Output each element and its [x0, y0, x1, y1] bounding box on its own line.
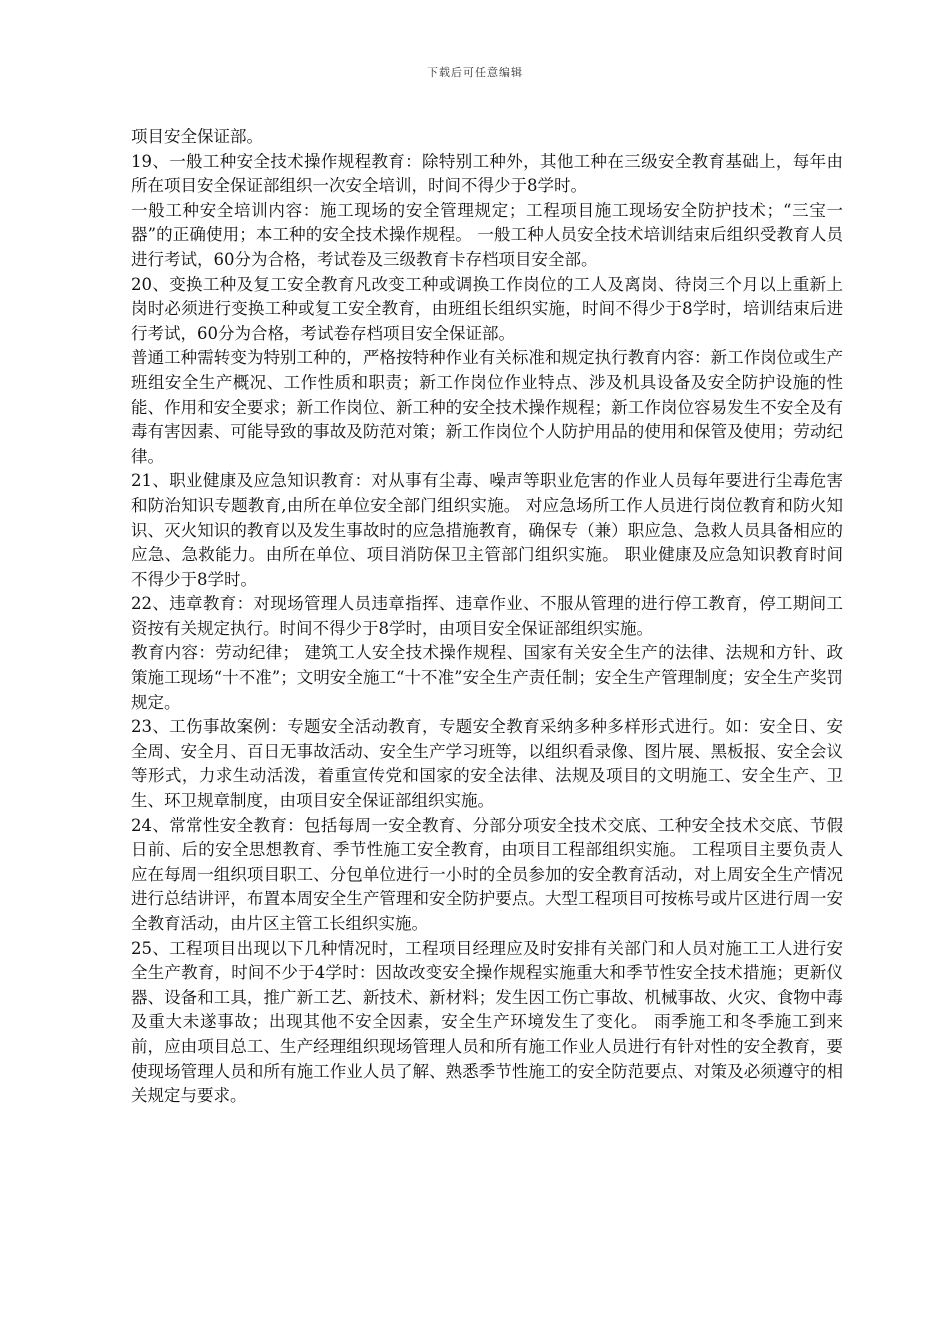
paragraph: 一般工种安全培训内容：施工现场的安全管理规定；工程项目施工现场安全防护技术；“三宝一器”的正确使用；本工种的安全技术操作规程。 一般工种人员安全技术培训结束后组织受教育人员进行考试，60分为合格，考试卷及三级教育卡存档项目安全部。 — [131, 200, 843, 269]
paragraph: 24、常常性安全教育：包括每周一安全教育、分部分项安全技术交底、工种安全技术交底、节假日前、后的安全思想教育、季节性施工安全教育，由项目工程部组织实施。 工程项目主要负责人应在每周一组织项目职工、分包单位进行一小时的全员参加的安全教育活动，对上周安全生产情况进行总结讲评，布置本周安全生产管理和安全防护要点。大型工程项目可按栋号或片区进行周一安全教育活动，由片区主管工长组织实施。 — [131, 815, 843, 933]
paragraph: 23、工伤事故案例：专题安全活动教育，专题安全教育采纳多种多样形式进行。如：安全日、安全周、安全月、百日无事故活动、安全生产学习班等，以组织看录像、图片展、黑板报、安全会议等形式，力求生动活泼，着重宣传党和国家的安全法律、法规及项目的文明施工、安全生产、卫生、环卫规章制度，由项目安全保证部组织实施。 — [131, 717, 843, 811]
paragraph: 普通工种需转变为特别工种的，严格按特种作业有关标准和规定执行教育内容：新工作岗位或生产班组安全生产概况、工作性质和职责；新工作岗位作业特点、涉及机具设备及安全防护设施的性能、作用和安全要求；新工作岗位、新工种的安全技术操作规程；新工作岗位容易发生不安全及有毒有害因素、可能导致的事故及防范对策；新工作岗位个人防护用品的使用和保管及使用；劳动纪律。 — [131, 348, 843, 466]
paragraph: 项目安全保证部。 — [131, 127, 263, 146]
paragraph: 20、变换工种及复工安全教育凡改变工种或调换工作岗位的工人及离岗、待岗三个月以上重新上岗时必须进行变换工种或复工安全教育，由班组长组织实施，时间不得少于8学时，培训结束后进行考试，60分为合格，考试卷存档项目安全保证部。 — [131, 274, 843, 343]
paragraph: 19、一般工种安全技术操作规程教育：除特别工种外，其他工种在三级安全教育基础上，每年由所在项目安全保证部组织一次安全培训，时间不得少于8学时。 — [131, 151, 843, 196]
page-header: 下载后可任意编辑 — [427, 66, 523, 79]
paragraph: 22、违章教育：对现场管理人员违章指挥、违章作业、不服从管理的进行停工教育，停工期间工资按有关规定执行。时间不得少于8学时，由项目安全保证部组织实施。 — [131, 594, 843, 638]
document-body — [131, 125, 843, 1109]
paragraph: 教育内容：劳动纪律； 建筑工人安全技术操作规程、国家有关安全生产的法律、法规和方针、政策施工现场“十不准”；文明安全施工“十不准”安全生产责任制；安全生产管理制度；安全生产奖罚规定。 — [131, 643, 843, 712]
paragraph: 25、工程项目出现以下几种情况时，工程项目经理应及时安排有关部门和人员对施工工人进行安全生产教育，时间不少于4学时：因故改变安全操作规程实施重大和季节性安全技术措施；更新仪器、设备和工具，推广新工艺、新技术、新材料；发生因工伤亡事故、机械事故、火灾、食物中毒及重大未遂事故；出现其他不安全因素，安全生产环境发生了变化。 雨季施工和冬季施工到来前，应由项目总工、生产经理组织现场管理人员和所有施工作业人员进行有针对性的安全教育，要使现场管理人员和所有施工作业人员了解、熟悉季节性施工的安全防范要点、对策及必须遵守的相关规定与要求。 — [131, 938, 843, 1106]
paragraph: 21、职业健康及应急知识教育：对从事有尘毒、噪声等职业危害的作业人员每年要进行尘毒危害和防治知识专题教育,由所在单位安全部门组织实施。 对应急场所工作人员进行岗位教育和防火知识、灭火知识的教育以及发生事故时的应急措施教育，确保专（兼）职应急、急救人员具备相应的应急、急救能力。由所在单位、项目消防保卫主管部门组织实施。 职业健康及应急知识教育时间不得少于8学时。 — [131, 471, 843, 589]
